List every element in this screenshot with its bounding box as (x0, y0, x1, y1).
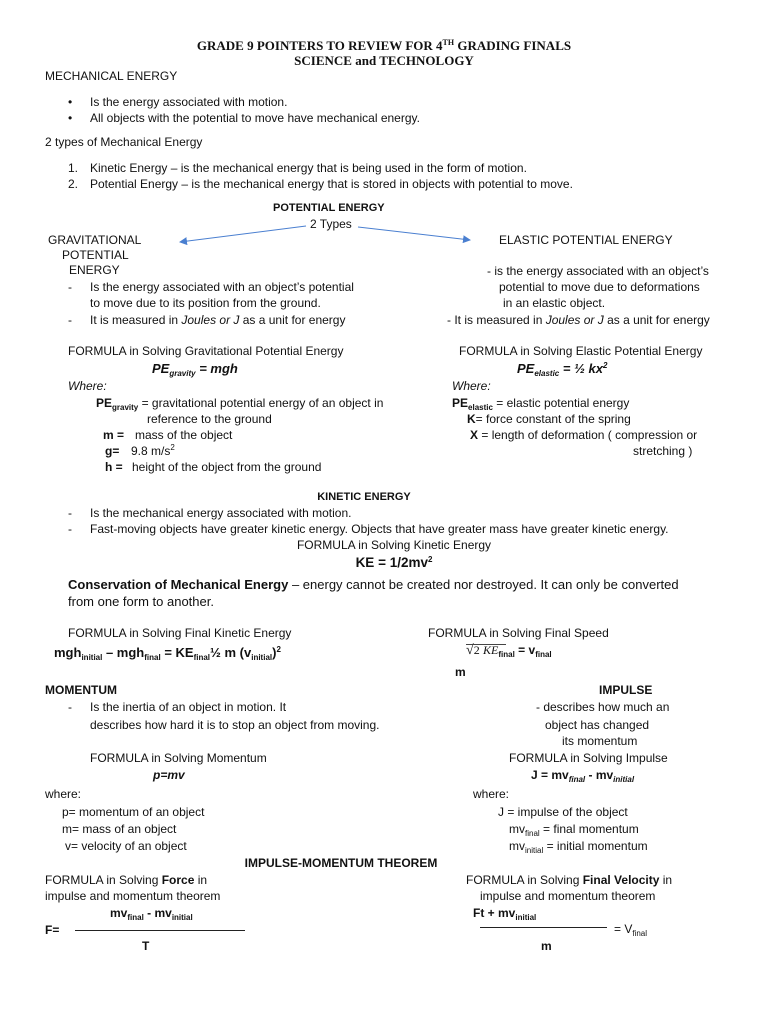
mechanical-energy-heading: MECHANICAL ENERGY (45, 69, 178, 83)
variable-definition: height of the object from the ground (132, 460, 322, 474)
fraction-line (480, 927, 607, 928)
conservation-text: from one form to another. (68, 594, 214, 609)
variable-definition: K= force constant of the spring (467, 412, 631, 426)
variable-symbol: m = (103, 428, 125, 442)
elastic-formula-label: FORMULA in Solving Elastic Potential Energy (459, 344, 703, 358)
list-item: potential to move due to deformations (499, 280, 700, 294)
impulse-desc: object has changed (545, 718, 650, 732)
list-item: Is the energy associated with an object’s potential (90, 280, 354, 294)
force-denominator: T (142, 939, 150, 953)
momentum-formula: p=mv (153, 768, 185, 782)
list-item: to move due to its position from the ground. (90, 296, 321, 310)
velocity-denominator: m (541, 939, 552, 953)
list-item: describes how hard it is to stop an object from moving. (90, 718, 380, 732)
ke-formula: KE = $1/2mv^2$ (355, 555, 433, 570)
force-lhs: F= (45, 923, 60, 937)
list-item: Potential Energy – is the mechanical energy that is stored in objects with potential to move. (90, 177, 573, 191)
variable-definition: J = impulse of the object (498, 805, 628, 819)
final-ke-formula: $mgh_{initial} - mgh_{final} = KE_{final}\frac{1}{2}$ m $(v_{initial})^2$ (54, 645, 281, 662)
arrow-left-icon (180, 226, 306, 242)
fraction-line (75, 930, 245, 931)
variable-definition: stretching ) (633, 444, 693, 458)
list-number: 2. (68, 177, 79, 191)
force-numerator: $mv_{final} - mv_{initial}$ (110, 906, 193, 922)
variable-definition: $PE_{elastic}$ = elastic potential energy (452, 396, 630, 412)
bullet-icon: • (68, 111, 73, 125)
gravitational-title: GRAVITATIONAL (48, 233, 142, 247)
impulse-desc: - describes how much an (536, 700, 670, 714)
force-formula-label: FORMULA in Solving Force in (45, 873, 208, 887)
velocity-rhs: = $V_{final}$ (614, 922, 648, 938)
where-label: Where: (68, 379, 107, 393)
final-speed-formula: √2 $KE_{final} = v_{final}$ (466, 643, 552, 659)
page-subtitle: SCIENCE and TECHNOLOGY (294, 53, 474, 68)
velocity-formula-label: impulse and momentum theorem (480, 889, 656, 903)
final-speed-formula-label: FORMULA in Solving Final Speed (428, 626, 609, 640)
arrow-right-icon (358, 227, 470, 240)
variable-symbol: h = (105, 460, 123, 474)
list-item: - is the energy associated with an object’s (487, 264, 709, 278)
types-heading: 2 types of Mechanical Energy (45, 135, 203, 149)
impulse-formula: $J = mv_{final} - mv_{initial}$ (531, 768, 635, 784)
kinetic-energy-heading: KINETIC ENERGY (317, 491, 411, 503)
list-number: 1. (68, 161, 79, 175)
list-item: Kinetic Energy – is the mechanical energy that is being used in the form of motion. (90, 161, 527, 175)
grav-formula: $PE_{gravity}$ = mgh (152, 361, 238, 378)
velocity-formula-label: FORMULA in Solving Final Velocity in (466, 873, 673, 887)
where-label: where: (473, 787, 510, 801)
ke-formula-label: FORMULA in Solving Kinetic Energy (296, 538, 492, 552)
gravitational-title: ENERGY (69, 263, 120, 277)
list-item: Is the inertia of an object in motion. It (90, 700, 287, 714)
momentum-heading: MOMENTUM (45, 683, 117, 697)
list-item: Is the energy associated with motion. (90, 95, 288, 109)
list-item: It is measured in Joules or J as a unit for energy (90, 313, 346, 327)
sqrt-bar (466, 644, 506, 645)
final-ke-formula-label: FORMULA in Solving Final Kinetic Energy (68, 626, 292, 640)
grav-formula-label: FORMULA in Solving Gravitational Potential Energy (68, 344, 344, 358)
conservation-text: Conservation of Mechanical Energy – energy cannot be created nor destroyed. It can only be converted (68, 577, 679, 592)
variable-definition: $PE_{gravity}$ = gravitational potential energy of an object in (96, 396, 384, 412)
variable-definition: 9.8 $m/s^2$ (131, 443, 175, 458)
velocity-numerator: $Ft + mv_{initial}$ (473, 906, 537, 922)
variable-definition: X = length of deformation ( compression or (470, 428, 698, 442)
variable-definition: $mv_{final}$ = final momentum (509, 822, 639, 838)
variable-symbol: g= (105, 444, 120, 458)
final-speed-denominator: m (455, 665, 466, 679)
variable-definition: m= mass of an object (62, 822, 177, 836)
page-title: GRADE 9 POINTERS TO REVIEW FOR 4TH GRADING FINALS (196, 38, 572, 53)
list-item: Fast-moving objects have greater kinetic energy. Objects that have greater mass have greater kinetic energy. (90, 522, 669, 536)
list-item: - It is measured in Joules or J as a unit for energy (447, 313, 710, 327)
variable-definition: p= momentum of an object (62, 805, 205, 819)
bullet-icon: • (68, 95, 73, 109)
force-formula-label: impulse and momentum theorem (45, 889, 221, 903)
impulse-desc: its momentum (562, 734, 638, 748)
gravitational-title: POTENTIAL (62, 248, 129, 262)
elastic-title: ELASTIC POTENTIAL ENERGY (499, 233, 673, 247)
list-item: in an elastic object. (503, 296, 606, 310)
where-label: Where: (452, 379, 491, 393)
elastic-formula: $PE_{elastic}$ = ½ $kx^2$ (517, 361, 608, 378)
impulse-heading: IMPULSE (599, 683, 653, 697)
list-item: Is the mechanical energy associated with motion. (90, 506, 352, 520)
two-types-label: 2 Types (310, 217, 352, 231)
impulse-formula-label: FORMULA in Solving Impulse (509, 751, 668, 765)
variable-definition: v= velocity of an object (65, 839, 187, 853)
theorem-heading: IMPULSE-MOMENTUM THEOREM (244, 856, 438, 870)
list-item: All objects with the potential to move have mechanical energy. (90, 111, 420, 125)
variable-definition: reference to the ground (147, 412, 272, 426)
arrows-diagram (170, 218, 480, 248)
variable-definition: mass of the object (135, 428, 233, 442)
variable-definition: $mv_{initial}$ = initial momentum (509, 839, 648, 855)
momentum-formula-label: FORMULA in Solving Momentum (90, 751, 267, 765)
where-label: where: (45, 787, 82, 801)
potential-energy-heading: POTENTIAL ENERGY (273, 202, 385, 214)
